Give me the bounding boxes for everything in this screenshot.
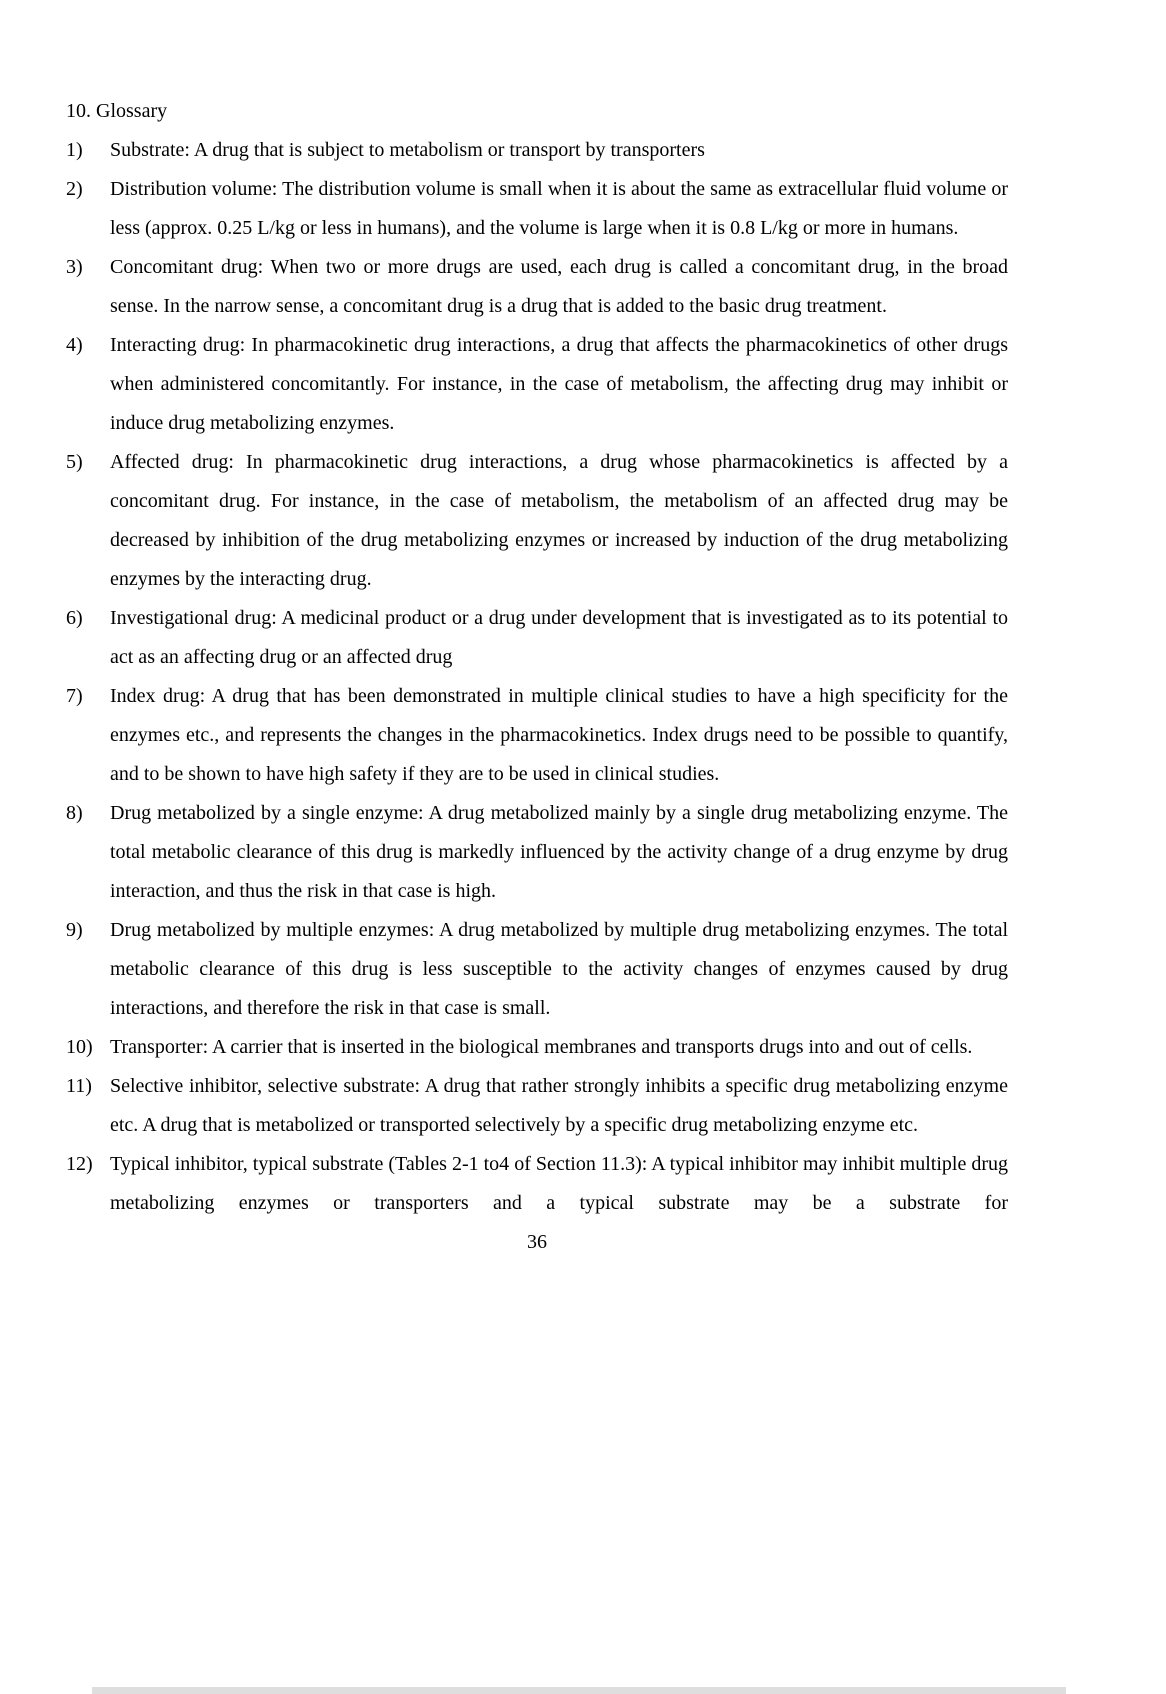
item-number: 1): [66, 139, 83, 161]
scan-edge-artifact: [92, 1687, 1066, 1694]
item-text: Typical inhibitor, typical substrate (Tables 2-1 to4 of Section 11.3): A typical inhibitor may inhibit multiple drug metabolizing enzymes or transporters and a typical substrate may be a substrate for: [110, 1153, 1008, 1214]
item-number: 11): [66, 1075, 92, 1097]
item-text: Drug metabolized by multiple enzymes: A drug metabolized by multiple drug metabolizing enzymes. The total metabolic clearance of this drug is less susceptible to the activity changes of enzymes caused by drug interactions, and therefore the risk in that case is small.: [110, 919, 1008, 1019]
glossary-item: [66, 248, 1008, 326]
item-number: 8): [66, 802, 83, 824]
glossary-item: [66, 911, 1008, 1028]
glossary-item: [66, 794, 1008, 911]
glossary-item: [66, 1028, 1008, 1067]
item-text: Substrate: A drug that is subject to metabolism or transport by transporters: [110, 139, 705, 161]
page-number: 36: [527, 1231, 547, 1253]
glossary-content: [66, 92, 1008, 1262]
item-text: Transporter: A carrier that is inserted in the biological membranes and transports drugs into and out of cells.: [110, 1036, 973, 1058]
section-title: 10. Glossary: [66, 100, 168, 122]
item-number: 10): [66, 1036, 93, 1058]
item-number: 4): [66, 334, 83, 356]
item-number: 2): [66, 178, 83, 200]
glossary-item: [66, 599, 1008, 677]
item-text: Selective inhibitor, selective substrate: A drug that rather strongly inhibits a specific drug metabolizing enzyme etc. A drug that is metabolized or transported selectively by a specific drug metabolizing enzyme etc.: [110, 1075, 1008, 1136]
item-text: Affected drug: In pharmacokinetic drug interactions, a drug whose pharmacokinetics is affected by a concomitant drug. For instance, in the case of metabolism, the metabolism of an affected drug may be decreased by inhibition of the drug metabolizing enzymes or increased by induction of the drug metabolizing enzymes by the interacting drug.: [110, 451, 1008, 590]
glossary-item: [66, 1145, 1008, 1223]
item-text: Investigational drug: A medicinal product or a drug under development that is investigated as to its potential to act as an affecting drug or an affected drug: [110, 607, 1008, 668]
item-number: 9): [66, 919, 83, 941]
item-text: Distribution volume: The distribution volume is small when it is about the same as extracellular fluid volume or less (approx. 0.25 L/kg or less in humans), and the volume is large when it is 0.8 L/kg or more in humans.: [110, 178, 1008, 239]
glossary-item: [66, 170, 1008, 248]
item-text: Drug metabolized by a single enzyme: A drug metabolized mainly by a single drug metabolizing enzyme. The total metabolic clearance of this drug is markedly influenced by the activity change of a drug enzyme by drug interaction, and thus the risk in that case is high.: [110, 802, 1008, 902]
glossary-item: [66, 677, 1008, 794]
item-number: 6): [66, 607, 83, 629]
item-number: 7): [66, 685, 83, 707]
glossary-item: [66, 131, 1008, 170]
item-text: Interacting drug: In pharmacokinetic drug interactions, a drug that affects the pharmacokinetics of other drugs when administered concomitantly. For instance, in the case of metabolism, the affecting drug may inhibit or induce drug metabolizing enzymes.: [110, 334, 1008, 434]
item-number: 5): [66, 451, 83, 473]
glossary-item: [66, 443, 1008, 599]
item-text: Concomitant drug: When two or more drugs are used, each drug is called a concomitant drug, in the broad sense. In the narrow sense, a concomitant drug is a drug that is added to the basic drug treatment.: [110, 256, 1008, 317]
glossary-item: [66, 1067, 1008, 1145]
item-number: 3): [66, 256, 83, 278]
item-number: 12): [66, 1153, 93, 1175]
item-text: Index drug: A drug that has been demonstrated in multiple clinical studies to have a high specificity for the enzymes etc., and represents the changes in the pharmacokinetics. Index drugs need to be possible to quantify, and to be shown to have high safety if they are to be used in clinical studies.: [110, 685, 1008, 785]
glossary-item: [66, 326, 1008, 443]
